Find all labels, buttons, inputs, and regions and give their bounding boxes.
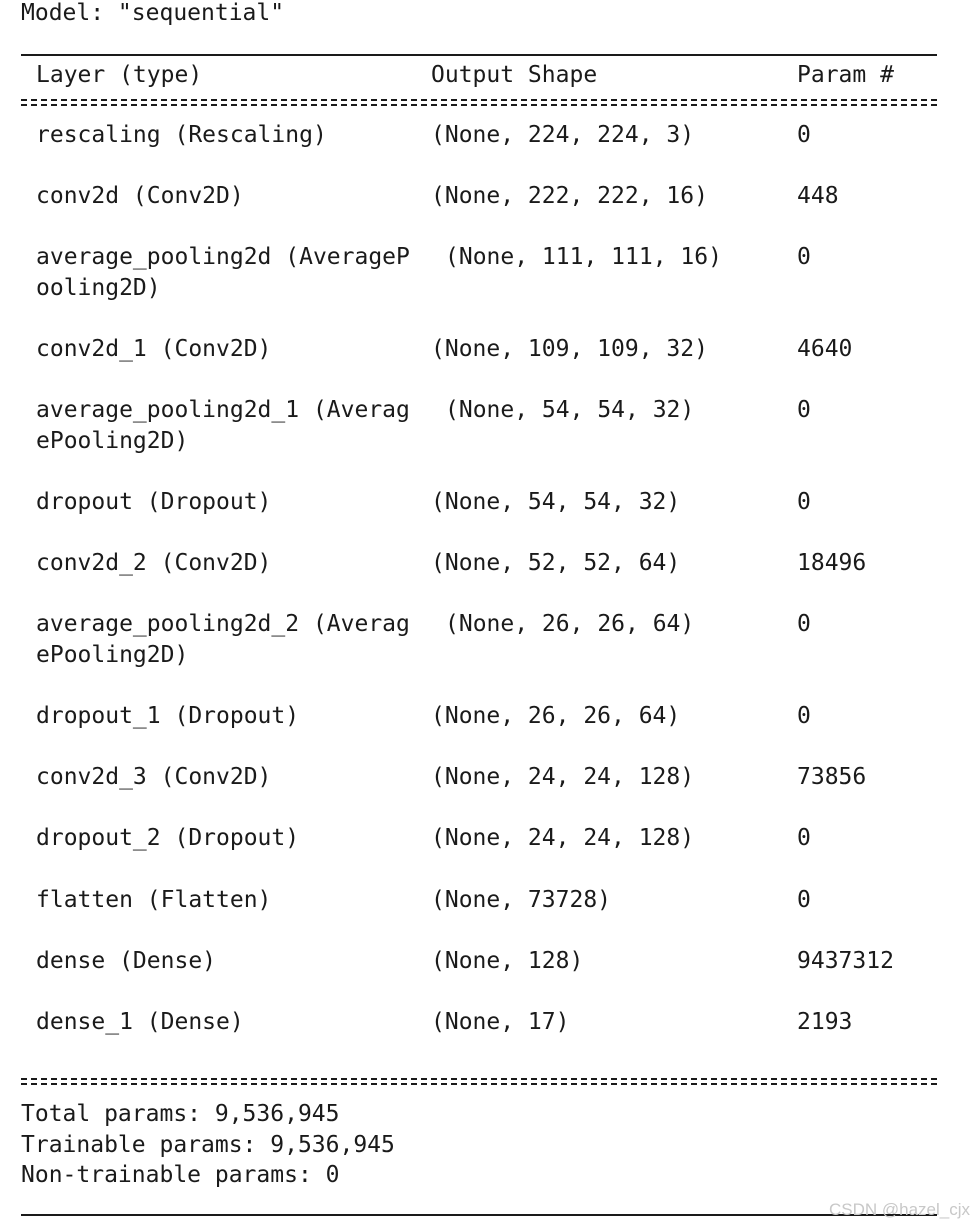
layer-name: average_pooling2d_2 (Averag — [36, 611, 410, 637]
output-shape: (None, 109, 109, 32) — [431, 336, 708, 362]
layer-name: dropout_2 (Dropout) — [36, 825, 300, 851]
param-count: 448 — [797, 183, 839, 209]
layer-name-continued: ePooling2D) — [36, 642, 189, 668]
param-count: 0 — [797, 397, 811, 423]
header-param-count: Param # — [797, 62, 894, 88]
layer-name: average_pooling2d (AverageP — [36, 244, 410, 270]
layer-name-continued: ooling2D) — [36, 275, 161, 301]
layer-name: dropout (Dropout) — [36, 489, 272, 515]
header-layer: Layer (type) — [36, 62, 203, 88]
header-double-rule — [21, 99, 937, 106]
param-count: 2193 — [797, 1009, 853, 1035]
output-shape: (None, 222, 222, 16) — [431, 183, 708, 209]
output-shape: (None, 224, 224, 3) — [431, 122, 695, 148]
output-shape: (None, 73728) — [431, 887, 612, 913]
model-title: Model: "sequential" — [21, 0, 285, 26]
output-shape: (None, 54, 54, 32) — [431, 489, 681, 515]
layer-name: conv2d_1 (Conv2D) — [36, 336, 272, 362]
output-shape: (None, 52, 52, 64) — [431, 550, 681, 576]
trainable-params: Trainable params: 9,536,945 — [21, 1132, 395, 1158]
header-output-shape: Output Shape — [431, 62, 598, 88]
param-count: 18496 — [797, 550, 867, 576]
param-count: 4640 — [797, 336, 853, 362]
footer-double-rule — [21, 1078, 937, 1085]
non-trainable-params: Non-trainable params: 0 — [21, 1162, 340, 1188]
layer-name: dropout_1 (Dropout) — [36, 703, 300, 729]
param-count: 0 — [797, 825, 811, 851]
bottom-rule — [21, 1214, 937, 1216]
output-shape: (None, 26, 26, 64) — [431, 703, 681, 729]
layer-name: rescaling (Rescaling) — [36, 122, 327, 148]
layer-name: conv2d_3 (Conv2D) — [36, 764, 272, 790]
output-shape: (None, 111, 111, 16) — [445, 244, 722, 270]
param-count: 73856 — [797, 764, 867, 790]
layer-name: conv2d (Conv2D) — [36, 183, 244, 209]
output-shape: (None, 24, 24, 128) — [431, 825, 695, 851]
layer-name: dense_1 (Dense) — [36, 1009, 244, 1035]
param-count: 0 — [797, 703, 811, 729]
total-params: Total params: 9,536,945 — [21, 1101, 340, 1127]
layer-name: flatten (Flatten) — [36, 887, 272, 913]
layer-name: conv2d_2 (Conv2D) — [36, 550, 272, 576]
param-count: 0 — [797, 611, 811, 637]
output-shape: (None, 17) — [431, 1009, 570, 1035]
layer-name: average_pooling2d_1 (Averag — [36, 397, 410, 423]
output-shape: (None, 128) — [431, 948, 584, 974]
output-shape: (None, 24, 24, 128) — [431, 764, 695, 790]
output-shape: (None, 26, 26, 64) — [445, 611, 695, 637]
param-count: 0 — [797, 489, 811, 515]
param-count: 0 — [797, 122, 811, 148]
watermark: CSDN @hazel_cjx — [828, 1200, 970, 1219]
layer-name: dense (Dense) — [36, 948, 217, 974]
param-count: 9437312 — [797, 948, 894, 974]
param-count: 0 — [797, 887, 811, 913]
output-shape: (None, 54, 54, 32) — [445, 397, 695, 423]
layer-name-continued: ePooling2D) — [36, 428, 189, 454]
top-rule — [21, 54, 937, 56]
param-count: 0 — [797, 244, 811, 270]
